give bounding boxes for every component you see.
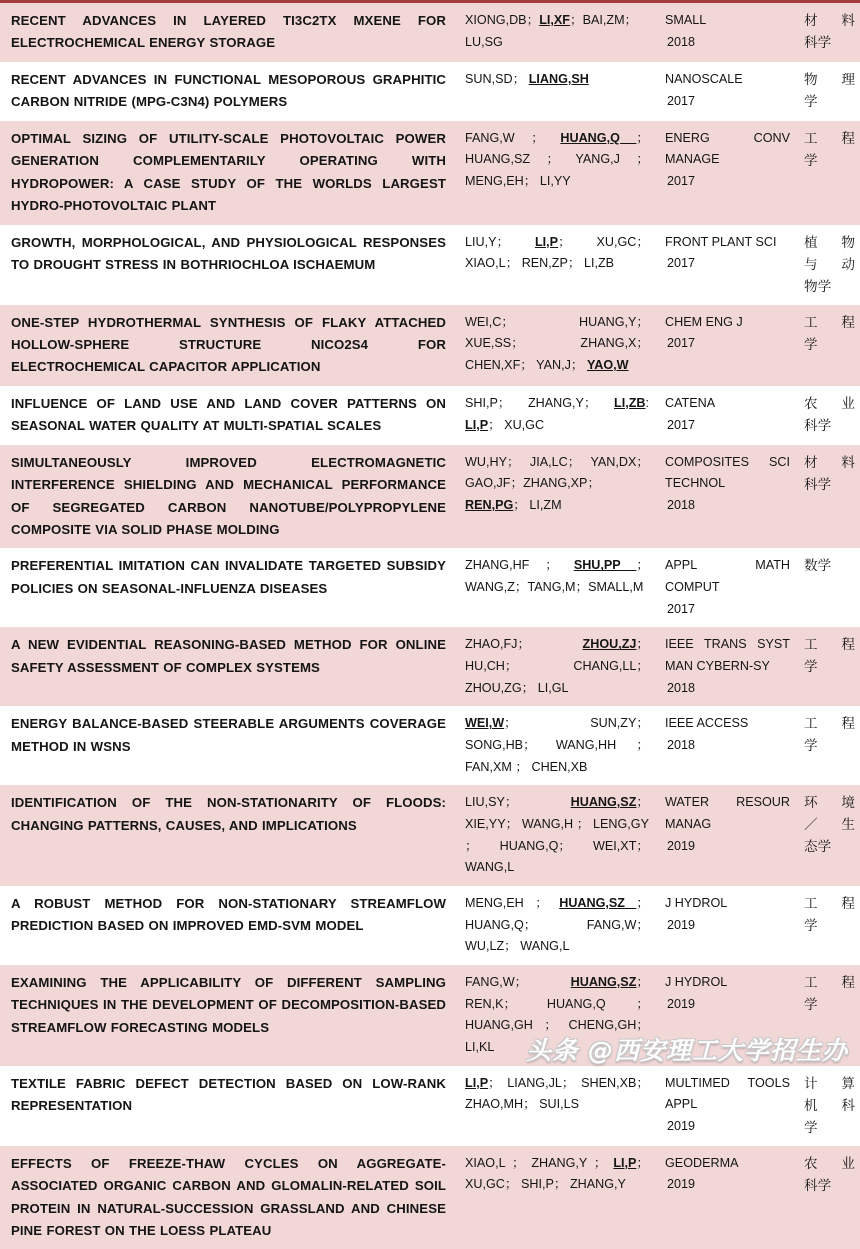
journal-name: J HYDROL [665, 896, 728, 911]
journal-and-year [656, 627, 798, 706]
table-row [0, 225, 860, 305]
journal-name: SMALL [665, 13, 707, 27]
watermark-text: 头条 @西安理工大学招生办 [526, 1036, 848, 1065]
publication-year: 2019 [667, 996, 696, 1011]
table-row [0, 785, 860, 886]
subject-line: 数学 [804, 558, 832, 574]
subject-line: 机科 [804, 1097, 855, 1113]
journal-name: IEEE ACCESS [665, 716, 749, 731]
publication-title: A NEW EVIDENTIAL REASONING-BASED METHOD FOR ONLINE SAFETY ASSESSMENT OF COMPLEX SYSTEMS [0, 627, 456, 706]
author-list: ZHAO,FJ； ZHOU,ZJ； HU,CH； CHANG,LL； ZHOU,ZG； LI,GL [456, 627, 656, 706]
subject-category [798, 225, 860, 305]
journal-name: FRONT PLANT SCI [665, 234, 777, 249]
publication-year: 2017 [667, 417, 696, 432]
author-list: LI,P； LIANG,JL； SHEN,XB； ZHAO,MH； SUI,LS [456, 1066, 656, 1146]
journal-and-year [656, 305, 798, 386]
author-list: LIU,SY； HUANG,SZ； XIE,YY； WANG,H ； LENG,GY ； HUANG,Q； WEI,XT； WANG,L [456, 785, 656, 886]
subject-line: 物理 [804, 71, 855, 87]
table-row [0, 706, 860, 785]
journal-and-year [656, 1146, 798, 1249]
author-list: SUN,SD； LIANG,SH [456, 62, 656, 121]
journal-name: APPL MATH COMPUT [665, 558, 790, 595]
publication-title: A ROBUST METHOD FOR NON-STATIONARY STREAMFLOW PREDICTION BASED ON IMPROVED EMD-SVM MODEL [0, 886, 456, 965]
subject-line: 材料 [804, 454, 855, 470]
publication-year: 2019 [667, 1118, 696, 1133]
table-row [0, 965, 860, 1066]
journal-and-year [656, 965, 798, 1066]
subject-line: 学 [804, 918, 818, 934]
subject-line: 工程 [804, 974, 855, 990]
publication-year: 2018 [667, 738, 696, 753]
journal-name: J HYDROL [665, 974, 728, 989]
publications-table [0, 3, 860, 1249]
subject-category [798, 706, 860, 785]
journal-and-year [656, 706, 798, 785]
table-row [0, 445, 860, 549]
subject-category [798, 386, 860, 445]
subject-line: 植物 [804, 234, 855, 250]
subject-line: 环境 [804, 795, 855, 811]
journal-name: CHEM ENG J [665, 314, 743, 329]
author-list: XIONG,DB；LI,XF；BAI,ZM； LU,SG [456, 3, 656, 62]
publication-title: RECENT ADVANCES IN FUNCTIONAL MESOPOROUS GRAPHITIC CARBON NITRIDE (MPG-C3N4) POLYMERS [0, 62, 456, 121]
subject-line: 科学 [804, 35, 832, 51]
publication-year: 2017 [667, 256, 696, 271]
table-row [0, 121, 860, 225]
subject-category [798, 1146, 860, 1249]
subject-line: 学 [804, 93, 818, 109]
subject-category [798, 121, 860, 225]
author-list: XIAO,L ； ZHANG,Y ； LI,P； XU,GC； SHI,P； ZHANG,Y [456, 1146, 656, 1249]
table-row [0, 886, 860, 965]
publication-year: 2017 [667, 93, 696, 108]
subject-line: 工程 [804, 716, 855, 732]
subject-line: 与动 [804, 256, 855, 272]
author-list: SHI,P； ZHANG,Y； LI,ZB: LI,P； XU,GC [456, 386, 656, 445]
subject-category [798, 1066, 860, 1146]
journal-and-year [656, 886, 798, 965]
subject-line: 科学 [804, 476, 832, 492]
journal-and-year [656, 225, 798, 305]
subject-line: 科学 [804, 1177, 832, 1193]
publication-year: 2019 [667, 838, 696, 853]
subject-line: 工程 [804, 130, 855, 146]
subject-line: 物学 [804, 278, 832, 294]
publication-year: 2019 [667, 917, 696, 932]
table-row [0, 548, 860, 627]
journal-name: GEODERMA [665, 1155, 739, 1170]
journal-and-year [656, 1066, 798, 1146]
publication-year: 2017 [667, 601, 696, 616]
subject-line: 农业 [804, 395, 855, 411]
subject-category [798, 445, 860, 549]
publication-title: IDENTIFICATION OF THE NON-STATIONARITY OF FLOODS: CHANGING PATTERNS, CAUSES, AND IMPLICATIONS [0, 785, 456, 886]
subject-category [798, 627, 860, 706]
publication-title: ONE-STEP HYDROTHERMAL SYNTHESIS OF FLAKY ATTACHED HOLLOW-SPHERE STRUCTURE NICO2S4 FOR ELECTROCHEMICAL CAPACITOR APPLICATION [0, 305, 456, 386]
subject-category [798, 965, 860, 1066]
subject-category [798, 886, 860, 965]
author-list: FANG,W ； HUANG,Q ； HUANG,SZ ； YANG,J ； MENG,EH； LI,YY [456, 121, 656, 225]
subject-line: 态学 [804, 839, 832, 855]
publication-title: TEXTILE FABRIC DEFECT DETECTION BASED ON LOW-RANK REPRESENTATION [0, 1066, 456, 1146]
subject-line: 工程 [804, 314, 855, 330]
journal-and-year [656, 62, 798, 121]
subject-category [798, 548, 860, 627]
subject-line: 学 [804, 738, 818, 754]
subject-category [798, 62, 860, 121]
author-list: WEI,C； HUANG,Y； XUE,SS； ZHANG,X； CHEN,XF； YAN,J； YAO,W [456, 305, 656, 386]
publication-title: OPTIMAL SIZING OF UTILITY-SCALE PHOTOVOLTAIC POWER GENERATION COMPLEMENTARILY OPERATING WITH HYDROPOWER: A CASE STUDY OF THE WORLDS LARGEST HYDRO-PHOTOVOLTAIC PLANT [0, 121, 456, 225]
journal-and-year [656, 3, 798, 62]
author-list: ZHANG,HF ； SHU,PP ； WANG,Z；TANG,M；SMALL,M [456, 548, 656, 627]
subject-line: 学 [804, 336, 818, 352]
subject-line: 学 [804, 152, 818, 168]
publication-year: 2018 [667, 680, 696, 695]
journal-name: MULTIMED TOOLS APPL [665, 1075, 790, 1112]
subject-line: 计算 [804, 1075, 855, 1091]
subject-category [798, 305, 860, 386]
subject-line: 学 [804, 659, 818, 675]
publication-year: 2018 [667, 498, 696, 513]
author-list: WU,HY； JIA,LC； YAN,DX； GAO,JF；ZHANG,XP；REN,PG； LI,ZM [456, 445, 656, 549]
journal-name: ENERG CONV MANAGE [665, 130, 790, 167]
publication-title: RECENT ADVANCES IN LAYERED TI3C2TX MXENE FOR ELECTROCHEMICAL ENERGY STORAGE [0, 3, 456, 62]
journal-and-year [656, 121, 798, 225]
journal-and-year [656, 445, 798, 549]
subject-line: 材料 [804, 13, 855, 28]
table-row [0, 62, 860, 121]
publication-year: 2018 [667, 34, 696, 49]
journal-name: CATENA [665, 395, 716, 410]
publication-title: EFFECTS OF FREEZE-THAW CYCLES ON AGGREGATE-ASSOCIATED ORGANIC CARBON AND GLOMALIN-RELATED SOIL PROTEIN IN NATURAL-SUCCESSION GRASSLAND AND CHINESE PINE FOREST ON THE LOESS PLATEAU [0, 1146, 456, 1249]
subject-line: 农业 [804, 1155, 855, 1171]
publication-title: INFLUENCE OF LAND USE AND LAND COVER PATTERNS ON SEASONAL WATER QUALITY AT MULTI-SPATIAL SCALES [0, 386, 456, 445]
subject-category [798, 785, 860, 886]
publication-title: SIMULTANEOUSLY IMPROVED ELECTROMAGNETIC INTERFERENCE SHIELDING AND MECHANICAL PERFORMANCE OF SEGREGATED CARBON NANOTUBE/POLYPROPYLENE COMPOSITE VIA SOLID PHASE MOLDING [0, 445, 456, 549]
publication-year: 2017 [667, 336, 696, 351]
journal-name: COMPOSITES SCI TECHNOL [665, 454, 790, 491]
table-row [0, 386, 860, 445]
table-row [0, 1146, 860, 1249]
table-body [0, 3, 860, 1249]
journal-and-year [656, 785, 798, 886]
journal-name: WATER RESOUR MANAG [665, 795, 790, 832]
table-row [0, 1066, 860, 1146]
subject-line: 工程 [804, 637, 855, 653]
subject-line: 学 [804, 1119, 818, 1135]
author-list: LIU,Y； LI,P； XU,GC； XIAO,L； REN,ZP； LI,ZB [456, 225, 656, 305]
publication-year: 2019 [667, 1177, 696, 1192]
publication-year: 2017 [667, 174, 696, 189]
subject-line: ／生 [804, 817, 855, 833]
table-row [0, 3, 860, 62]
author-list: WEI,W； SUN,ZY； SONG,HB； WANG,HH ； FAN,XM ； CHEN,XB [456, 706, 656, 785]
subject-line: 科学 [804, 417, 832, 433]
journal-name: IEEE TRANS SYST MAN CYBERN-SY [665, 637, 790, 674]
table-row [0, 627, 860, 706]
publication-title: PREFERENTIAL IMITATION CAN INVALIDATE TARGETED SUBSIDY POLICIES ON SEASONAL-INFLUENZA DISEASES [0, 548, 456, 627]
publication-title: ENERGY BALANCE-BASED STEERABLE ARGUMENTS COVERAGE METHOD IN WSNS [0, 706, 456, 785]
table-row [0, 305, 860, 386]
subject-line: 学 [804, 997, 818, 1012]
publication-title: GROWTH, MORPHOLOGICAL, AND PHYSIOLOGICAL RESPONSES TO DROUGHT STRESS IN BOTHRIOCHLOA ISCHAEMUM [0, 225, 456, 305]
publication-title: EXAMINING THE APPLICABILITY OF DIFFERENT SAMPLING TECHNIQUES IN THE DEVELOPMENT OF DECOMPOSITION-BASED STREAMFLOW FORECASTING MODELS [0, 965, 456, 1066]
journal-and-year [656, 548, 798, 627]
journal-and-year [656, 386, 798, 445]
author-list: FANG,W； HUANG,SZ； REN,K； HUANG,Q ； HUANG,GH ； CHENG,GH； LI,KL [456, 965, 656, 1066]
subject-line: 工程 [804, 896, 855, 912]
journal-name: NANOSCALE [665, 71, 743, 86]
author-list: MENG,EH ； HUANG,SZ ； HUANG,Q； FANG,W； WU,LZ； WANG,L [456, 886, 656, 965]
subject-category [798, 3, 860, 62]
